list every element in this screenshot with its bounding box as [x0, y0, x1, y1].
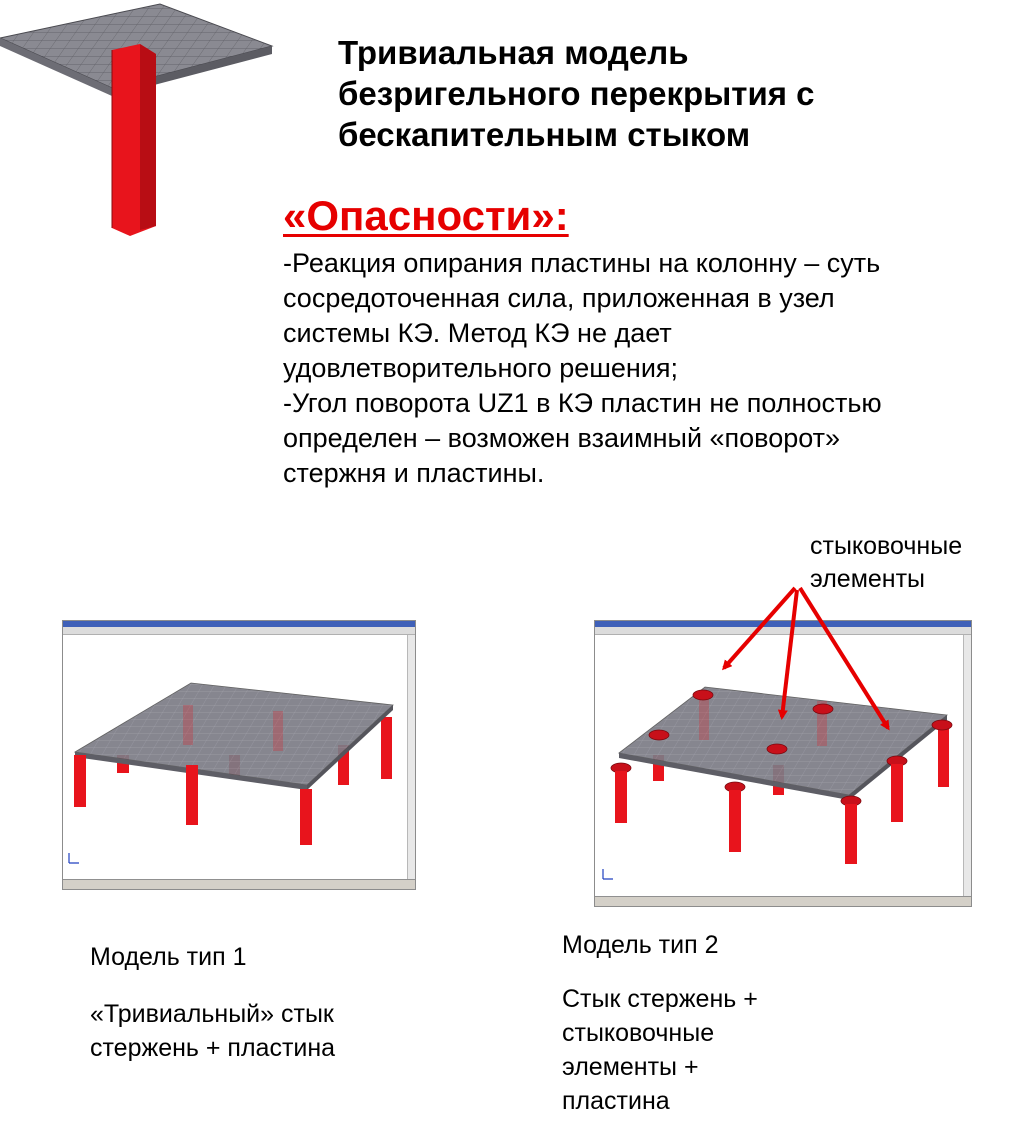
hazards-line: удовлетворительного решения; [283, 353, 679, 383]
hazards-line: системы КЭ. Метод КЭ не дает [283, 318, 672, 348]
caption-line: пластина [562, 1087, 670, 1115]
model-2-description [562, 982, 862, 1118]
caption-line: Стык стержень + [562, 985, 758, 1013]
hazards-line: стержня и пластины. [283, 458, 545, 488]
hazards-line: -Угол поворота UZ1 в КЭ пластин не полностью [283, 388, 882, 418]
title-line: бескапительным стыком [338, 116, 751, 153]
caption-line: стыковочные [562, 1019, 715, 1047]
hazards-heading: «Опасности»: [283, 192, 569, 239]
arrow [800, 588, 888, 728]
caption-line: «Тривиальный» стык [90, 1000, 334, 1028]
hazards-line: определен – возможен взаимный «поворот» [283, 423, 841, 453]
model-1-description [90, 997, 420, 1065]
caption-line: стержень + пластина [90, 1034, 336, 1062]
model-2-title: Модель тип 2 [562, 931, 719, 959]
title-line: Тривиальная модель [338, 34, 689, 71]
hazards-line: -Реакция опирания пластины на колонну – суть [283, 248, 881, 278]
callout-line: элементы [810, 565, 926, 593]
caption-line: элементы + [562, 1053, 699, 1081]
arrow [782, 590, 797, 717]
hazards-line: сосредоточенная сила, приложенная в узел [283, 283, 835, 313]
callout-line: стыковочные [810, 532, 963, 560]
model-1-title: Модель тип 1 [90, 943, 247, 971]
arrow [724, 588, 795, 668]
title-line: безригельного перекрытия с [338, 75, 815, 112]
